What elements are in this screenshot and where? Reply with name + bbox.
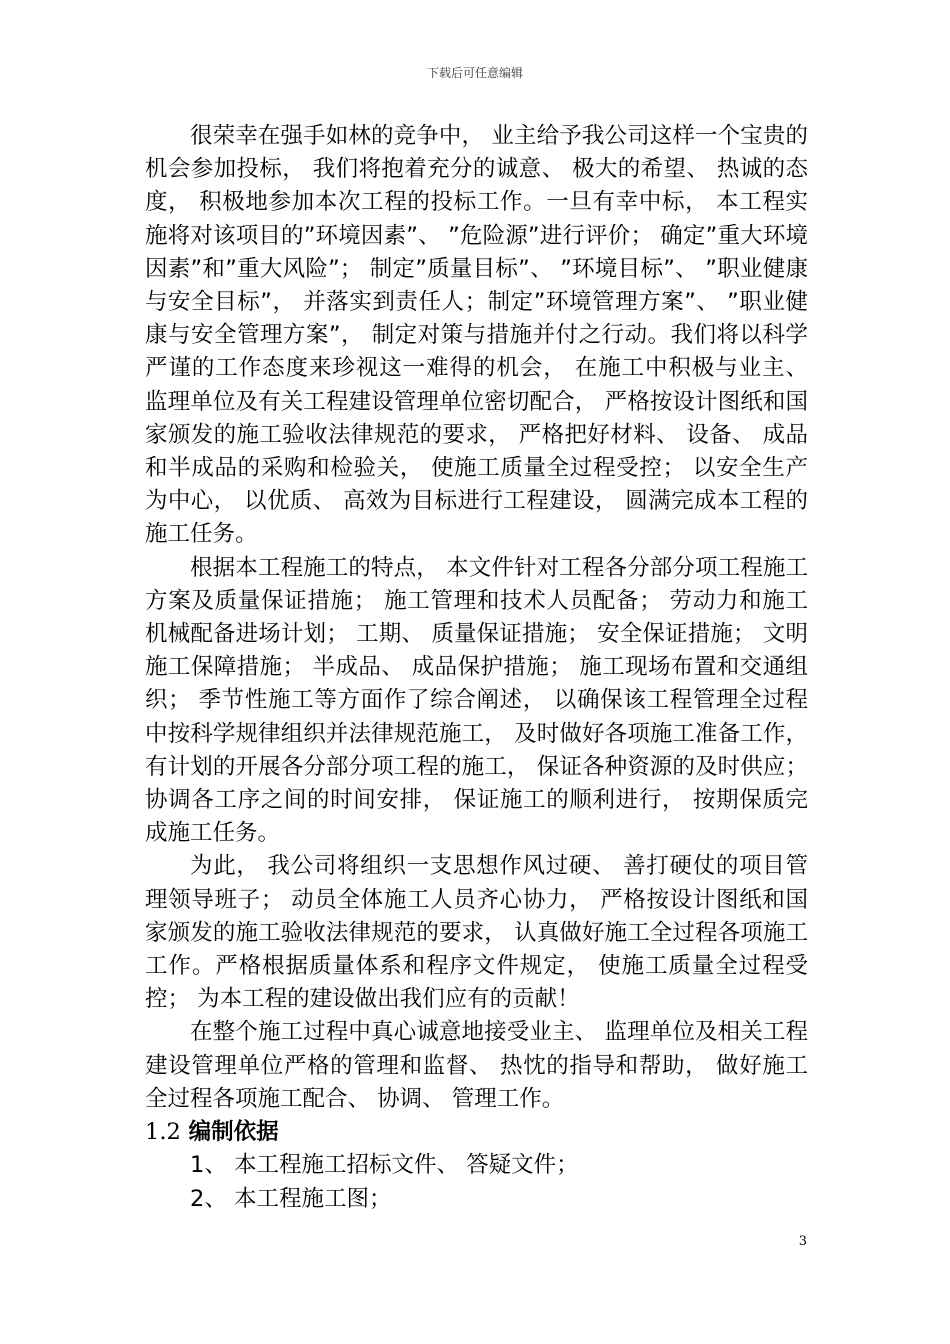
section-title: 编制依据	[188, 1119, 279, 1146]
section-number: 1.2	[145, 1119, 181, 1146]
document-body	[145, 120, 808, 1216]
page-number: 3	[798, 1234, 807, 1249]
list-item	[145, 1149, 808, 1182]
section-heading	[145, 1116, 808, 1149]
paragraph-cooperation: 在整个施工过程中真心诚意地接受业主、 监理单位及相关工程建设管理单位严格的管理和监督、 热忱的指导和帮助， 做好施工全过程各项施工配合、 协调、 管理工作。	[145, 1019, 808, 1112]
list-text: 本工程施工招标文件、 答疑文件；	[233, 1152, 579, 1179]
list-marker: 2、	[190, 1185, 227, 1212]
paragraph-commitment: 为此， 我公司将组织一支思想作风过硬、 善打硬仗的项目管理领导班子； 动员全体施工人员齐心协力， 严格按设计图纸和国家颁发的施工验收法律规范的要求， 认真做好施工全过程各项施工工作。严格根据质量体系和程序文件规定， 使施工质量全过程受控； 为本工程的建设做出我们应有的贡献！	[145, 853, 808, 1013]
list-marker: 1、	[190, 1152, 227, 1179]
list-text: 本工程施工图；	[233, 1185, 392, 1212]
list-item	[145, 1183, 808, 1216]
page-header: 下载后可任意编辑	[426, 66, 523, 80]
paragraph-scope: 根据本工程施工的特点， 本文件针对工程各分部分项工程施工方案及质量保证措施； 施工管理和技术人员配备； 劳动力和施工机械配备进场计划； 工期、 质量保证措施； 安全保证措施； 文明施工保障措施； 半成品、 成品保护措施； 施工现场布置和交通组织； 季节性施工等方面作了综合阐述， 以确保该工程管理全过程中按科学规律组织并法律规范施工， 及时做好各项施工准备工作， 有计划的开展各分部分项工程的施工， 保证各种资源的及时供应； 协调各工序之间的时间安排， 保证施工的顺利进行， 按期保质完成施工任务。	[145, 554, 808, 847]
paragraph-intro: 很荣幸在强手如林的竞争中， 业主给予我公司这样一个宝贵的机会参加投标， 我们将抱着充分的诚意、 极大的希望、 热诚的态度， 积极地参加本次工程的投标工作。一旦有幸中标， 本工程实施将对该项目的”环境因素”、 ”危险源”进行评价； 确定”重大环境因素”和”重大风险”； 制定”质量目标”、 ”环境目标”、 ”职业健康与安全目标”， 并落实到责任人；制定”环境管理方案”、 ”职业健康与安全管理方案”， 制定对策与措施并付之行动。我们将以科学严谨的工作态度来珍视这一难得的机会， 在施工中积极与业主、 监理单位及有关工程建设管理单位密切配合， 严格按设计图纸和国家颁发的施工验收法律规范的要求， 严格把好材料、 设备、 成品和半成品的采购和检验关， 使施工质量全过程受控； 以安全生产为中心， 以优质、 高效为目标进行工程建设， 圆满完成本工程的施工任务。	[145, 123, 808, 548]
